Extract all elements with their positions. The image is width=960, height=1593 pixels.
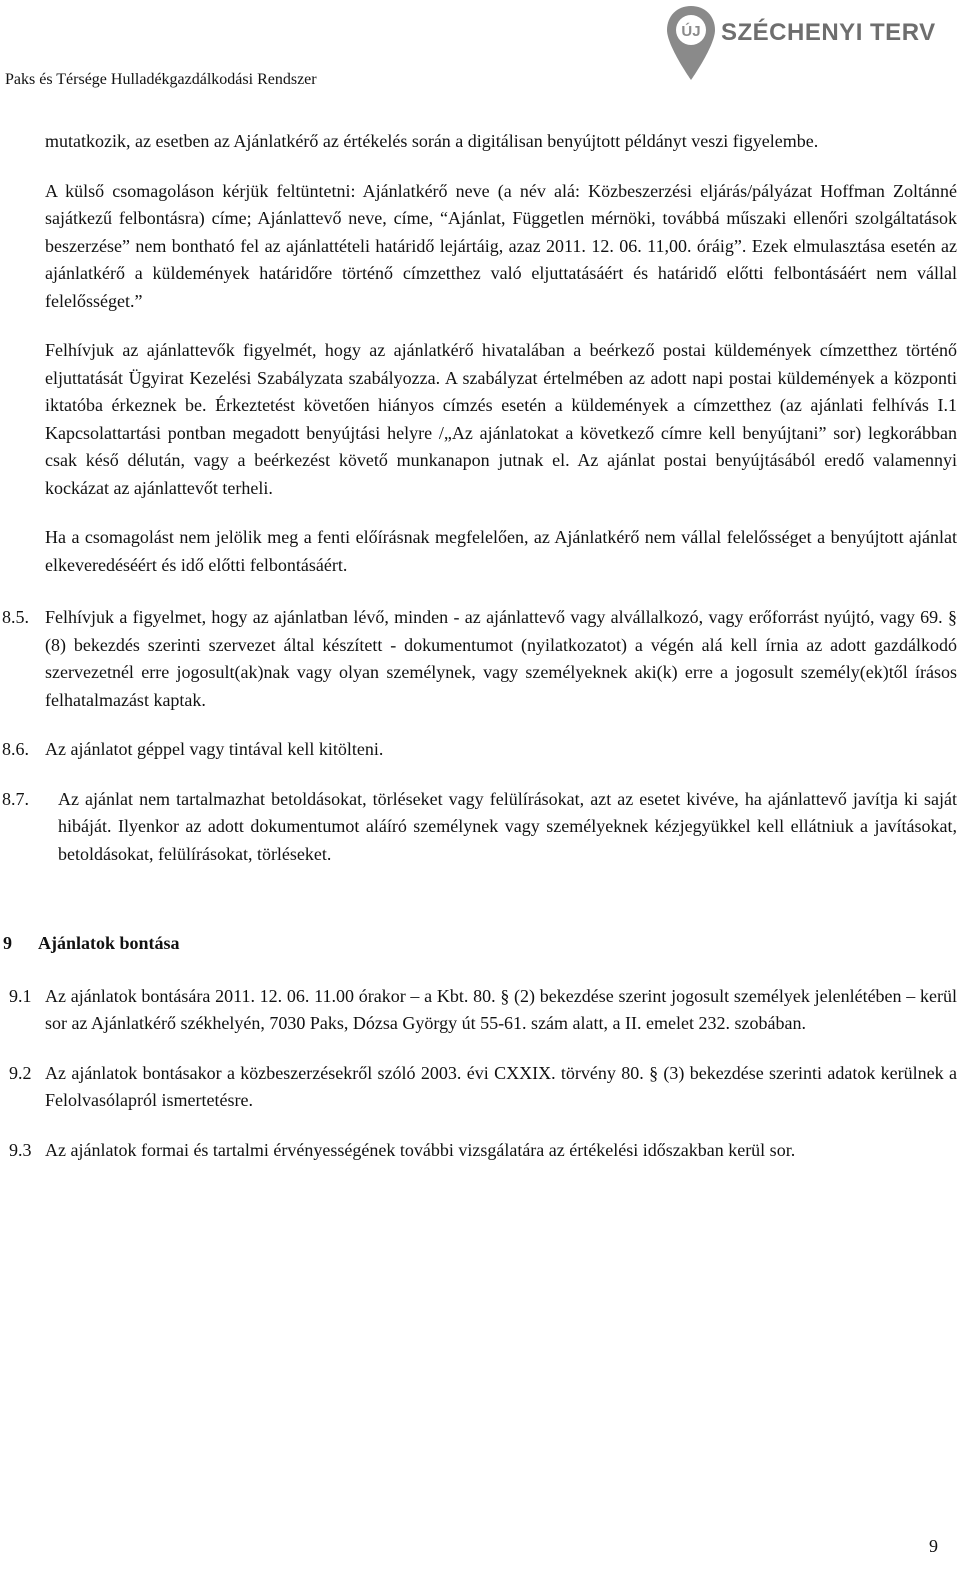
svg-text:ÚJ: ÚJ [681,23,701,40]
item-text: Az ajánlat nem tartalmazhat betoldásokat, törléseket vagy felülírásokat, azt az esetet kivéve, ha ajánlattevő javítja ki saját hibáját. Ilyenkor az adott dokumentumot aláíró személynek vagy személyeknek kézjegyükkel kell ellátniuk a javításokat, betoldásokat, felülírásokat, törléseket. [58,788,957,864]
item-8-5 [2,604,957,714]
item-text: Az ajánlatok bontásakor a közbeszerzésekről szóló 2003. évi CXXIX. törvény 80. § (3) bekezdése szerinti adatok kerülnek a Felolvasólapról ismertetésre. [45,1062,957,1110]
item-9-1 [9,983,957,1038]
item-number: 9.3 [9,1139,32,1160]
map-pin-icon [665,4,717,84]
paragraph-4: Ha a csomagolást nem jelölik meg a fenti előírásnak megfelelően, az Ajánlatkérő nem vállal felelősséget a benyújtott ajánlat elkeveredéséért és idő előtti felbontásáért. [45,527,957,575]
paragraph-3: Felhívjuk az ajánlattevők figyelmét, hogy az ajánlatkérő hivatalában a beérkező postai küldemények címzetthez történő eljuttatását Ügyirat Kezelési Szabályzata szabályozza. A szabályzat értelmében az adott napi postai küldemények a központi iktatóba érkeznek be. Érkeztetést követően hiányos címzés esetén a küldemények a címzetthez (az ajánlati felhívás I.1 Kapcsolattartási pontban megadott benyújtási helyre /„Az ajánlatokat a következő címre kell benyújtani” sor) legkorábban csak késő délután, vagy a beérkezést követő munkanapon jutnak el. Az ajánlat postai benyújtásából eredő valamennyi kockázat az ajánlattevőt terheli. [45,340,957,498]
section-title: Ajánlatok bontása [38,933,180,953]
item-9-2 [9,1060,957,1115]
item-number: 9.2 [9,1062,32,1083]
item-number: 8.5. [2,607,29,627]
item-number: 9.1 [9,985,32,1006]
section-number: 9 [3,933,12,953]
document-header-title: Paks és Térsége Hulladékgazdálkodási Rendszer [5,71,317,88]
item-text: Az ajánlatok formai és tartalmi érvényességének további vizsgálatára az értékelési időszakban kerül sor. [45,1139,796,1160]
document-body [2,128,957,1164]
szechenyi-terv-logo [665,4,955,84]
item-number: 8.6. [2,739,29,759]
item-9-3 [9,1137,957,1165]
item-8-6 [2,736,957,764]
logo-text: SZÉCHENYI TERV [721,19,936,46]
item-text: Felhívjuk a figyelmet, hogy az ajánlatban lévő, minden - az ajánlattevő vagy alvállalkozó, vagy erőforrást nyújtó, vagy 69. § (8) bekezdés szerinti szervezet által készített - dokumentumot (nyilatkozatot) a végén alá kell írnia az adott gazdálkodó szervezetnél erre jogosult(ak)nak vagy olyan személynek, vagy személyeknek aki(k) erre a jogosult személy(ek)től írásos felhatalmazást kaptak. [45,607,957,710]
item-text: Az ajánlatok bontására 2011. 12. 06. 11.00 órakor – a Kbt. 80. § (2) bekezdése szerint jogosult személyek jelenlétében – kerül sor az Ajánlatkérő székhelyén, 7030 Paks, Dózsa György út 55-61. szám alatt, a II. emelet 232. szobában. [45,985,957,1033]
item-8-7 [2,786,957,869]
item-number: 8.7. [2,788,29,809]
item-text: Az ajánlatot géppel vagy tintával kell kitölteni. [45,739,384,759]
paragraph-2: A külső csomagoláson kérjük feltüntetni: Ajánlatkérő neve (a név alá: Közbeszerzési eljárás/pályázat Hoffman Zoltánné sajátkezű felbontásra) címe; Ajánlattevő neve, címe, “Ajánlat, Független mérnöki, továbbá műszaki ellenőri szolgáltatások beszerzése” nem bontható fel az ajánlattételi határidő lejártáig, azaz 2011. 12. 06. 11,00. óráig”. Ezek elmulasztása esetén az ajánlatkérő a küldemények határidőre történő címzetthez való eljuttatásáért és határidő előtti felbontásáért nem vállal felelősséget.” [45,180,957,311]
section-9-heading [3,930,957,958]
paragraph-1: mutatkozik, az esetben az Ajánlatkérő az értékelés során a digitálisan benyújtott példányt veszi figyelembe. [45,131,819,151]
page-number: 9 [929,1536,938,1556]
